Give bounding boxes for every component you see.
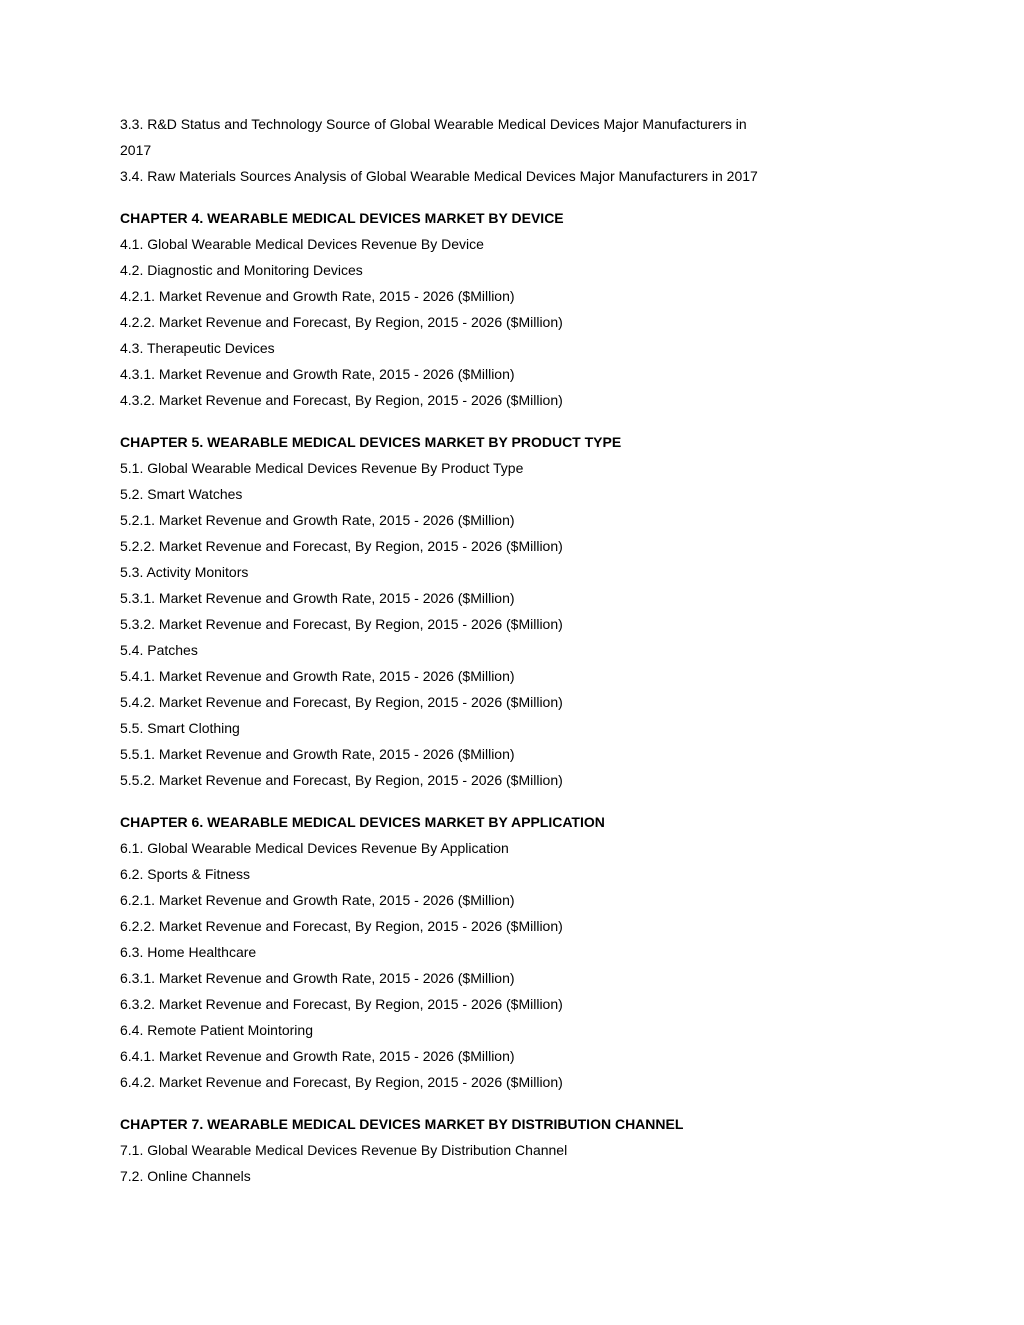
toc-entry: 6.4. Remote Patient Mointoring [120, 1022, 313, 1038]
toc-entry: 5.5.2. Market Revenue and Forecast, By Region, 2015 - 2026 ($Million) [120, 772, 563, 788]
toc-entry: 5.4.2. Market Revenue and Forecast, By Region, 2015 - 2026 ($Million) [120, 694, 563, 710]
toc-entry: 4.1. Global Wearable Medical Devices Revenue By Device [120, 236, 484, 252]
toc-entry: 6.4.1. Market Revenue and Growth Rate, 2015 - 2026 ($Million) [120, 1048, 515, 1064]
toc-entry: 4.2.2. Market Revenue and Forecast, By Region, 2015 - 2026 ($Million) [120, 314, 563, 330]
toc-entry: 6.3.1. Market Revenue and Growth Rate, 2015 - 2026 ($Million) [120, 970, 515, 986]
toc-entry: 7.1. Global Wearable Medical Devices Revenue By Distribution Channel [120, 1142, 568, 1158]
toc-entry: 4.3.1. Market Revenue and Growth Rate, 2015 - 2026 ($Million) [120, 366, 515, 382]
toc-entry: 5.5.1. Market Revenue and Growth Rate, 2015 - 2026 ($Million) [120, 746, 515, 762]
chapter-heading: CHAPTER 6. WEARABLE MEDICAL DEVICES MARKET BY APPLICATION [120, 814, 605, 830]
toc-entry: 5.3.1. Market Revenue and Growth Rate, 2015 - 2026 ($Million) [120, 590, 515, 606]
toc-entry: 6.2.1. Market Revenue and Growth Rate, 2015 - 2026 ($Million) [120, 892, 515, 908]
toc-entry: 4.2. Diagnostic and Monitoring Devices [120, 262, 363, 278]
toc-entry: 5.4. Patches [120, 642, 198, 658]
chapter-heading: CHAPTER 7. WEARABLE MEDICAL DEVICES MARKET BY DISTRIBUTION CHANNEL [120, 1116, 684, 1132]
toc-entry-continuation: 2017 [120, 142, 152, 158]
chapter-heading: CHAPTER 5. WEARABLE MEDICAL DEVICES MARKET BY PRODUCT TYPE [120, 434, 622, 450]
toc-entry: 5.4.1. Market Revenue and Growth Rate, 2015 - 2026 ($Million) [120, 668, 515, 684]
toc-entry: 4.2.1. Market Revenue and Growth Rate, 2015 - 2026 ($Million) [120, 288, 515, 304]
toc-entry: 6.2. Sports & Fitness [120, 866, 250, 882]
toc-entry: 5.2.2. Market Revenue and Forecast, By Region, 2015 - 2026 ($Million) [120, 538, 563, 554]
toc-entry: 3.3. R&D Status and Technology Source of Global Wearable Medical Devices Major Manufacturers in [120, 116, 747, 132]
chapter-heading: CHAPTER 4. WEARABLE MEDICAL DEVICES MARKET BY DEVICE [120, 210, 564, 226]
toc-entry: 4.3.2. Market Revenue and Forecast, By Region, 2015 - 2026 ($Million) [120, 392, 563, 408]
toc-entry: 5.1. Global Wearable Medical Devices Revenue By Product Type [120, 460, 524, 476]
toc-entry: 5.5. Smart Clothing [120, 720, 240, 736]
toc-entry: 7.2. Online Channels [120, 1168, 251, 1184]
toc-entry: 6.3.2. Market Revenue and Forecast, By Region, 2015 - 2026 ($Million) [120, 996, 563, 1012]
toc-entry: 6.4.2. Market Revenue and Forecast, By Region, 2015 - 2026 ($Million) [120, 1074, 563, 1090]
toc-entry: 3.4. Raw Materials Sources Analysis of Global Wearable Medical Devices Major Manufacturers in 2017 [120, 168, 758, 184]
toc-entry: 6.3. Home Healthcare [120, 944, 257, 960]
toc-entry: 5.3.2. Market Revenue and Forecast, By Region, 2015 - 2026 ($Million) [120, 616, 563, 632]
toc-entry: 5.2. Smart Watches [120, 486, 243, 502]
toc-entry: 6.1. Global Wearable Medical Devices Revenue By Application [120, 840, 509, 856]
toc-entry: 4.3. Therapeutic Devices [120, 340, 275, 356]
toc-entry: 5.2.1. Market Revenue and Growth Rate, 2015 - 2026 ($Million) [120, 512, 515, 528]
toc-entry: 5.3. Activity Monitors [120, 564, 249, 580]
toc-entry: 6.2.2. Market Revenue and Forecast, By Region, 2015 - 2026 ($Million) [120, 918, 563, 934]
